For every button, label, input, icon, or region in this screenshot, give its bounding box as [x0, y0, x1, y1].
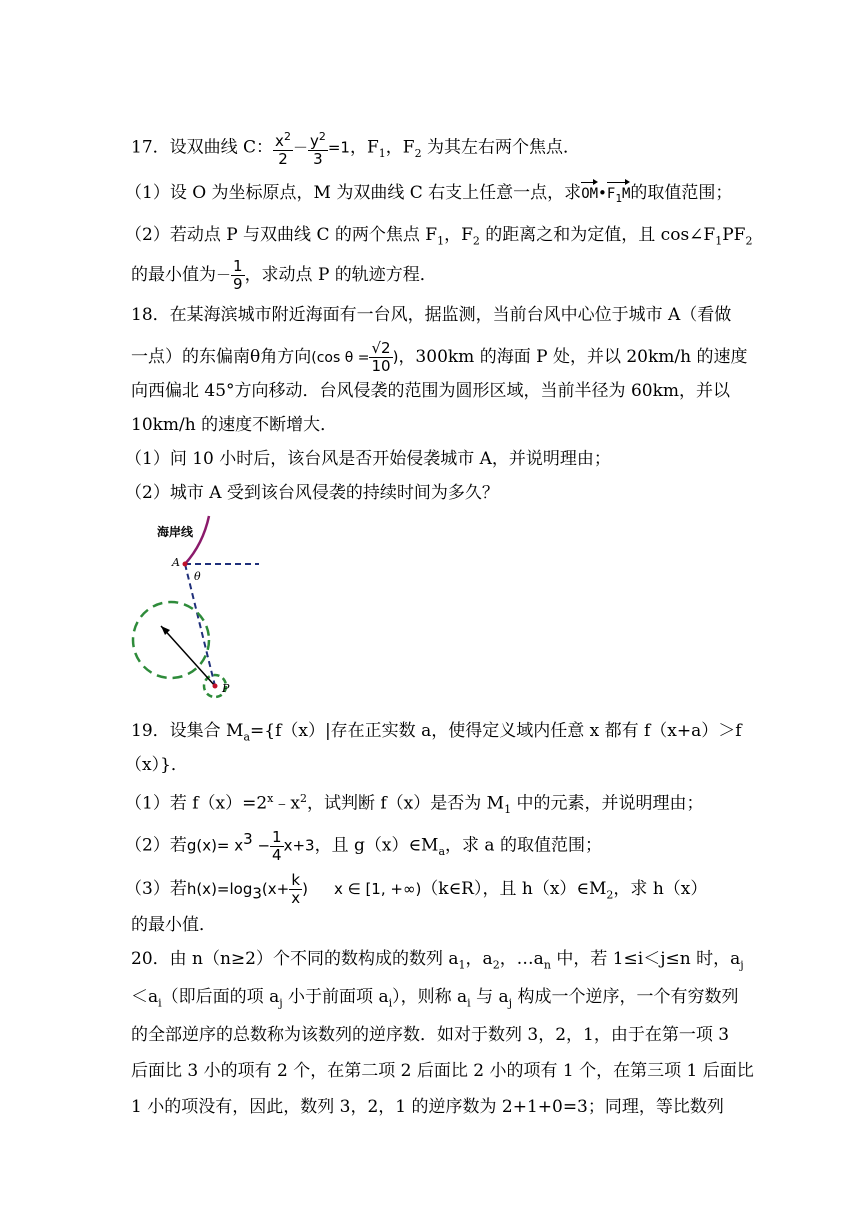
label-a: A [172, 556, 180, 569]
coastline-label: 海岸线 [157, 525, 194, 539]
q20-line3: 的全部逆序的总数称为该数列的逆序数．如对于数列 3，2，1，由于在第一项 3 [131, 1025, 730, 1045]
q18-part2: （2）城市 A 受到该台风侵袭的持续时间为多久？ [125, 483, 499, 503]
fraction-sqrt2-over-10: $\frac{√2}{10}$ [371, 339, 391, 375]
q19-part2: （2）若$g(x)= x^3$ − $\frac{1}{4}$ x+3，且 $g(x)\in M_a$，求 a 的取值范围； [125, 827, 602, 864]
q20-line1: 20．由 n（n≥2）个不同的数构成的数列 $a_1$，$a_2$，$\dots a_n$ 中，若 1≤i＜j≤n 时，$a_j$ [131, 949, 744, 972]
vector-om: OM [581, 181, 598, 207]
coastline-curve [185, 516, 209, 564]
q18-line3: 向西偏北 45°方向移动．台风侵袭的范围为圆形区域，当前半径为 60km，并以 [131, 381, 730, 401]
q17-prefix: 17．设双曲线 C： [131, 137, 274, 158]
q17-statement: 17．设双曲线 C： $\frac{x^2}{2}$ － $\frac{y^2}{3}$ =1，$F_1$，$F_2$ 为其左右两个焦点． [131, 130, 580, 168]
q19-line1: 19．设集合 $M_a=\{f(x)|$存在正实数 a，使得定义域内任意 x 都有 f（x+a）＞f [131, 721, 742, 744]
label-theta: θ [194, 570, 201, 583]
point-a-marker [183, 562, 188, 567]
q19-part3-line2: 的最小值． [131, 915, 216, 935]
q19-line2: （x）}． [125, 755, 188, 775]
q17-part2-line2: 的最小值为－ $\frac{1}{9}$ ，求动点 P 的轨迹方程． [131, 257, 437, 293]
fraction-1-over-4: $\frac{1}{4}$ [272, 827, 282, 864]
q19-part1: （1）若 $f(x)=2^x﹣x^2$，试判断 f（x）是否为 $M_1$ 中的元素，并说明理由； [125, 792, 704, 817]
fraction-k-over-x: $\frac{k}{x}$ [291, 871, 301, 907]
q20-line5: 1 小的项没有，因此，数列 3，2，1 的逆序数为 2+1+0=3；同理，等比数列 [131, 1097, 724, 1117]
fraction-y2-over-3: $\frac{y^2}{3}$ [309, 130, 326, 168]
q18-line4: 10km/h 的速度不断增大． [131, 415, 338, 435]
q17-part1: （1）设 O 为坐标原点，M 为双曲线 C 右支上任意一点，求$OM•F_1M$的取值范围； [125, 180, 725, 206]
fraction-x2-over-2: $\frac{x^2}{2}$ [275, 130, 291, 168]
q20-line4: 后面比 3 小的项有 2 个，在第二项 2 后面比 2 小的项有 1 个，在第三项 1 后面比 [131, 1061, 754, 1081]
q19-part3-line1: （3）若$h(x)=\log_3(x+$ $\frac{k}{x}$ ) x ∈ [1, +∞)（k∈R），且 $h(x)\in M_2$，求 h（x） [125, 871, 708, 907]
q20-line2: $<a_i$（即后面的项 $a_j$ 小于前面项 $a_i$），则称 $a_i$ 与 $a_j$ 构成一个逆序，一个有穷数列 [131, 987, 739, 1010]
q18-part1: （1）问 10 小时后，该台风是否开始侵袭城市 A，并说明理由； [125, 449, 611, 469]
typhoon-diagram [127, 514, 262, 704]
q17-part2-line1: （2）若动点 P 与双曲线 C 的两个焦点 $F_1$，$F_2$ 的距离之和为定值，且 $\cos\angle F_1PF_2$ [125, 225, 753, 248]
vector-f1m: $F_1M$ [607, 181, 631, 212]
fraction-1-over-9: $\frac{1}{9}$ [233, 257, 243, 293]
q18-line1: 18．在某海滨城市附近海面有一台风，据监测，当前台风中心位于城市 A（看做 [131, 305, 732, 325]
label-p: P [222, 682, 230, 695]
point-p-marker [213, 684, 218, 689]
q18-line2: 一点）的东偏南θ角方向(cos θ = $\frac{√2}{10}$ )，300km 的海面 P 处，并以 20km/h 的速度 [131, 339, 748, 375]
